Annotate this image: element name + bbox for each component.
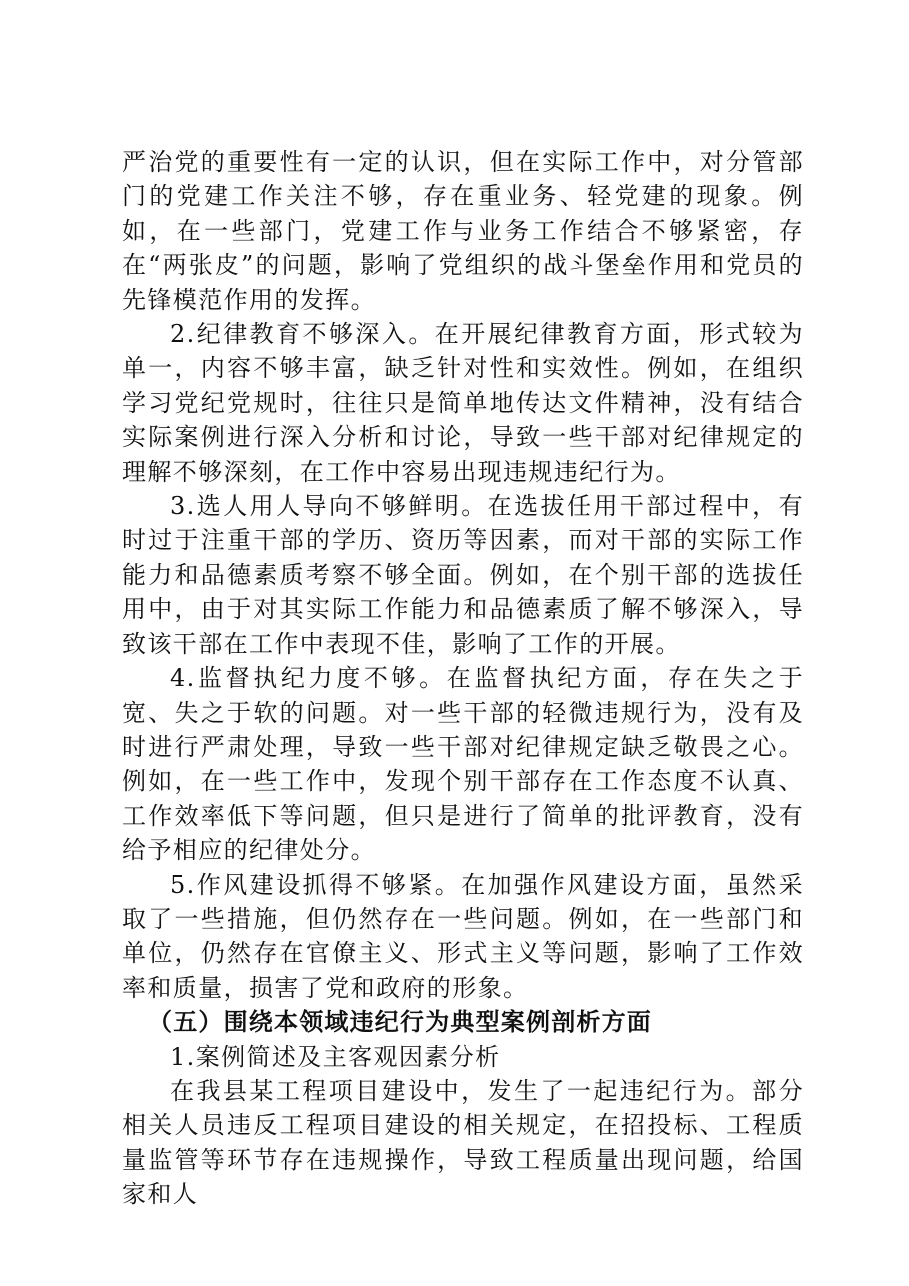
document-page [122, 145, 804, 1212]
paragraph-discipline-education: 2.纪律教育不够深入。在开展纪律教育方面，形式较为单一，内容不够丰富，缺乏针对性和实效性。例如，在组织学习党纪党规时，往往只是简单地传达文件精神，没有结合实际案例进行深入分析和讨论，导致一些干部对纪律规定的理解不够深刻，在工作中容易出现违规违纪行为。 [122, 320, 804, 486]
paragraph-case-description: 在我县某工程项目建设中，发生了一起违纪行为。部分相关人员违反工程项目建设的相关规定，在招投标、工程质量监管等环节存在违规操作，导致工程质量出现问题，给国家和人 [122, 1076, 804, 1209]
paragraph-work-style: 5.作风建设抓得不够紧。在加强作风建设方面，虽然采取了一些措施，但仍然存在一些问题。例如，在一些部门和单位，仍然存在官僚主义、形式主义等问题，影响了工作效率和质量，损害了党和政府的形象。 [122, 870, 804, 1002]
paragraph-personnel-selection: 3.选人用人导向不够鲜明。在选拔任用干部过程中，有时过于注重干部的学历、资历等因素，而对干部的实际工作能力和品德素质考察不够全面。例如，在个别干部的选拔任用中，由于对其实际工作能力和品德素质了解不够深入，导致该干部在工作中表现不佳，影响了工作的开展。 [122, 492, 804, 658]
paragraph-supervision: 4.监督执纪力度不够。在监督执纪方面，存在失之于宽、失之于软的问题。对一些干部的轻微违规行为，没有及时进行严肃处理，导致一些干部对纪律规定缺乏敬畏之心。例如，在一些工作中，发现个别干部存在工作态度不认真、工作效率低下等问题，但只是进行了简单的批评教育，没有给予相应的纪律处分。 [122, 664, 804, 865]
subheading-case-summary: 1.案例简述及主客观因素分析 [170, 1042, 501, 1071]
section-heading-five: （五）围绕本领域违纪行为典型案例剖析方面 [148, 1007, 652, 1037]
paragraph-continued: 严治党的重要性有一定的认识，但在实际工作中，对分管部门的党建工作关注不够，存在重业务、轻党建的现象。例如，在一些部门，党建工作与业务工作结合不够紧密，存在“两张皮”的问题，影响了党组织的战斗堡垒作用和党员的先锋模范作用的发挥。 [122, 148, 804, 314]
